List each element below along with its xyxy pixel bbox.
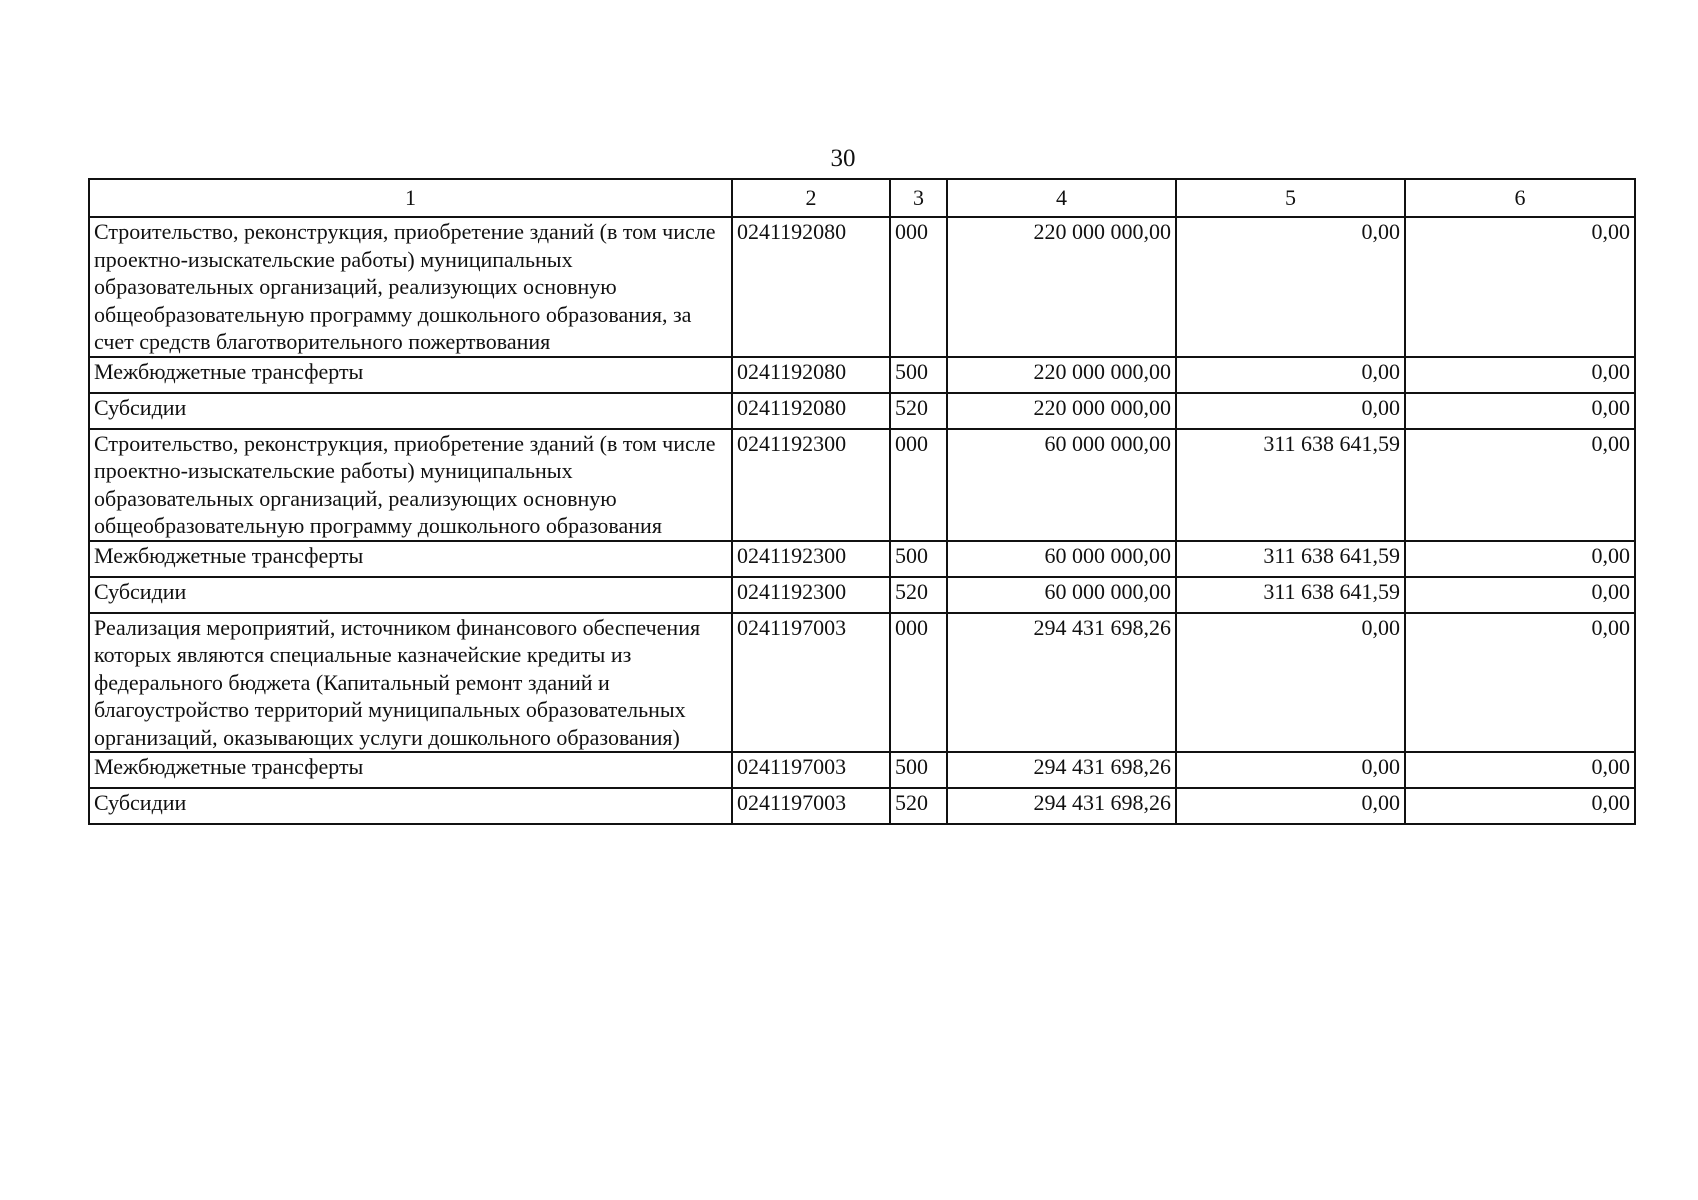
- table-row: [89, 577, 1635, 613]
- row-kind: 500: [890, 357, 947, 393]
- row-kind: 500: [890, 541, 947, 577]
- row-name: Межбюджетные трансферты: [89, 541, 732, 577]
- row-value-4: 220 000 000,00: [947, 357, 1176, 393]
- row-value-5: 0,00: [1176, 393, 1405, 429]
- row-value-4: 60 000 000,00: [947, 577, 1176, 613]
- row-kind: 000: [890, 613, 947, 753]
- row-kind: 000: [890, 429, 947, 541]
- row-name: Межбюджетные трансферты: [89, 752, 732, 788]
- row-name: Субсидии: [89, 393, 732, 429]
- row-code: 0241192300: [732, 577, 890, 613]
- row-kind: 000: [890, 217, 947, 357]
- row-value-6: 0,00: [1405, 788, 1635, 824]
- budget-table: [88, 178, 1636, 825]
- row-value-6: 0,00: [1405, 393, 1635, 429]
- row-value-5: 0,00: [1176, 788, 1405, 824]
- table-row: [89, 357, 1635, 393]
- row-value-5: 311 638 641,59: [1176, 429, 1405, 541]
- row-kind: 500: [890, 752, 947, 788]
- column-header-2: 2: [732, 179, 890, 217]
- row-value-5: 0,00: [1176, 752, 1405, 788]
- row-kind: 520: [890, 788, 947, 824]
- table-row: [89, 429, 1635, 541]
- row-value-5: 0,00: [1176, 613, 1405, 753]
- row-value-6: 0,00: [1405, 217, 1635, 357]
- row-code: 0241197003: [732, 788, 890, 824]
- table-row: [89, 541, 1635, 577]
- column-header-3: 3: [890, 179, 947, 217]
- row-code: 0241192300: [732, 429, 890, 541]
- row-value-5: 311 638 641,59: [1176, 541, 1405, 577]
- page-number: 30: [830, 145, 856, 172]
- row-kind: 520: [890, 577, 947, 613]
- row-code: 0241197003: [732, 613, 890, 753]
- table-row: [89, 752, 1635, 788]
- row-value-6: 0,00: [1405, 541, 1635, 577]
- row-value-5: 0,00: [1176, 357, 1405, 393]
- row-kind: 520: [890, 393, 947, 429]
- row-code: 0241197003: [732, 752, 890, 788]
- column-header-6: 6: [1405, 179, 1635, 217]
- column-header-4: 4: [947, 179, 1176, 217]
- column-header-1: 1: [89, 179, 732, 217]
- table-row: [89, 393, 1635, 429]
- table-row: [89, 613, 1635, 753]
- row-value-6: 0,00: [1405, 357, 1635, 393]
- row-name: Субсидии: [89, 788, 732, 824]
- row-code: 0241192300: [732, 541, 890, 577]
- row-name: Строительство, реконструкция, приобретение зданий (в том числе проектно-изыскательские работы) муниципальных образовательных организаций, реализующих основную общеобразовательную программу дошкольного образования, за счет средств благотворительного пожертвования: [89, 217, 732, 357]
- row-value-6: 0,00: [1405, 613, 1635, 753]
- row-value-4: 220 000 000,00: [947, 217, 1176, 357]
- row-value-6: 0,00: [1405, 429, 1635, 541]
- row-value-6: 0,00: [1405, 577, 1635, 613]
- row-name: Субсидии: [89, 577, 732, 613]
- header-row: [89, 179, 1635, 217]
- table-row: [89, 788, 1635, 824]
- row-value-4: 60 000 000,00: [947, 429, 1176, 541]
- row-name: Строительство, реконструкция, приобретение зданий (в том числе проектно-изыскательские работы) муниципальных образовательных организаций, реализующих основную общеобразовательную программу дошкольного образования: [89, 429, 732, 541]
- row-code: 0241192080: [732, 357, 890, 393]
- column-header-5: 5: [1176, 179, 1405, 217]
- row-name: Реализация мероприятий, источником финансового обеспечения которых являются специальные казначейские кредиты из федерального бюджета (Капитальный ремонт зданий и благоустройство территорий муниципальных образовательных организаций, оказывающих услуги дошкольного образования): [89, 613, 732, 753]
- row-value-4: 60 000 000,00: [947, 541, 1176, 577]
- table-row: [89, 217, 1635, 357]
- row-value-5: 0,00: [1176, 217, 1405, 357]
- row-value-4: 294 431 698,26: [947, 788, 1176, 824]
- row-value-5: 311 638 641,59: [1176, 577, 1405, 613]
- row-code: 0241192080: [732, 217, 890, 357]
- row-value-6: 0,00: [1405, 752, 1635, 788]
- row-value-4: 294 431 698,26: [947, 613, 1176, 753]
- row-value-4: 294 431 698,26: [947, 752, 1176, 788]
- row-value-4: 220 000 000,00: [947, 393, 1176, 429]
- row-name: Межбюджетные трансферты: [89, 357, 732, 393]
- row-code: 0241192080: [732, 393, 890, 429]
